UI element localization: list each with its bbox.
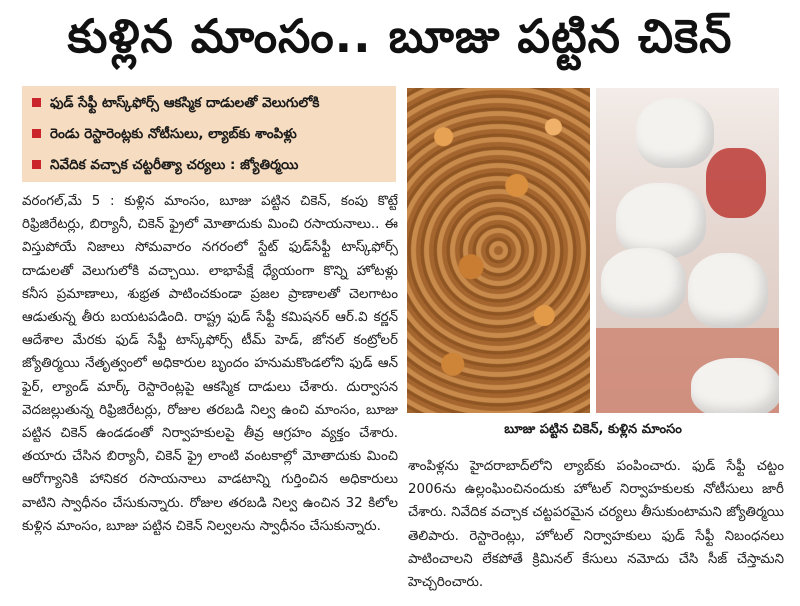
- square-bullet-icon: [32, 129, 41, 138]
- highlight-text: రెండు రెస్టారెంట్లకు నోటీసులు, ల్యాబ్‌కు శాంపిళ్లు: [50, 126, 297, 142]
- article-column-1: [22, 190, 398, 590]
- meat-bag: [691, 358, 779, 413]
- meat-bag: [601, 248, 686, 318]
- square-bullet-icon: [32, 160, 41, 169]
- highlight-item: [32, 88, 319, 118]
- meat-bags-photo: [596, 88, 779, 413]
- meat-bag: [616, 183, 706, 258]
- highlight-item: [32, 150, 298, 180]
- square-bullet-icon: [32, 98, 41, 107]
- article-column-2: [408, 455, 784, 595]
- article-body-text: శాంపిళ్లను హైదరాబాద్‌లోని ల్యాబ్‌కు పంపించారు. ఫుడ్ సేఫ్టీ చట్టం 2006ను ఉల్లంఘించినందుకు హోటల్ నిర్వాహకులకు నోటీసులు జారీ చేశారు. నివేదిక వచ్చాక చట్టపరమైన చర్యలు తీసుకుంటామని జ్యోతిర్మయి తెలిపారు. రెస్టారెంట్లు, హోటల్ నిర్వాహకులు ఫుడ్ సేఫ్టీ నిబంధనలు పాటించాలని లేకపోతే క్రిమినల్ కేసులు నమోదు చేసి సీజ్ చేస్తామని హెచ్చరించారు.: [408, 459, 784, 591]
- highlight-text: ఫుడ్ సేఫ్టీ టాస్క్‌ఫోర్స్ ఆకస్మిక దాడులతో వెలుగులోకి: [50, 95, 320, 111]
- meat-bag: [636, 98, 714, 168]
- fried-chicken-photo: [407, 88, 590, 413]
- article-body-text: వరంగల్,మే 5 : కుళ్లిన మాంసం, బూజు పట్టిన చికెన్, కంపు కొట్టే రిఫ్రిజిరేటర్లు, బిర్యానీ, చికెన్ ఫ్రైలో మోతాదుకు మించి రసాయనాలు.. ఈ విస్తుపోయే నిజాలు సోమవారం నగరంలో స్టేట్ ఫుడ్‌సేఫ్టీ టాస్క్‌ఫోర్స్ దాడులతో వెలుగులోకి వచ్చాయి. లాభాపేక్షే ధ్యేయంగా కొన్ని హోటళ్లు కనీస ప్రమాణాలు, శుభ్రత పాటించకుండా ప్రజల ప్రాణాలతో చెలగాటం ఆడుతున్న తీరు బయటపడింది. రాష్ట్ర ఫుడ్ సేఫ్టీ కమిషనర్ ఆర్.వి కర్ణన్ ఆదేశాల మేరకు ఫుడ్ సేఫ్టీ టాస్క్‌ఫోర్స్ టీమ్ హెడ్, జోనల్ కంట్రోలర్ జ్యోతిర్మయి నేతృత్వంలో అధికారుల బృందం హనుమకొండలోని ఫుడ్ ఆన్ ఫైర్, ల్యాండ్ మార్క్ రెస్టారెంట్లపై ఆకస్మిక దాడులు చేశారు. దుర్వాసన వెదజల్లుతున్న రిఫ్రిజిరేటర్లు, రోజుల తరబడి నిల్వ ఉంచి మాంసం, బూజు పట్టిన చికెన్ ఉండడంతో నిర్వాహకులపై తీవ్ర ఆగ్రహం వ్యక్తం చేశారు. తయారు చేసిన బిర్యానీ, చికెన్ ఫ్రై లాంటి వంటకాల్లో మోతాదుకు మించి ఆరోగ్యానికి హానికర రసాయనాలు వాడటాన్ని గుర్తించిన అధికారులు వాటిని స్వాధీనం చేసుకున్నారు. రోజుల తరబడి నిల్వ ఉంచిన 32 కిలోల కుళ్లిన మాంసం, బూజు పట్టిన చికెన్ నిల్వలను స్వాధీనం చేసుకున్నారు.: [22, 194, 398, 534]
- meat-bag: [688, 253, 768, 328]
- highlights-box: [22, 86, 396, 182]
- headline: కుళ్లిన మాంసం.. బూజు పట్టిన చికెన్: [67, 9, 733, 63]
- highlight-text: నివేదిక వచ్చాక చట్టరీత్యా చర్యలు : జ్యోతిర్మయి: [50, 157, 299, 173]
- highlight-item: [32, 119, 297, 149]
- photo-caption: బూజు పట్టిన చికెన్, కుళ్లిన మాంసం: [504, 422, 682, 437]
